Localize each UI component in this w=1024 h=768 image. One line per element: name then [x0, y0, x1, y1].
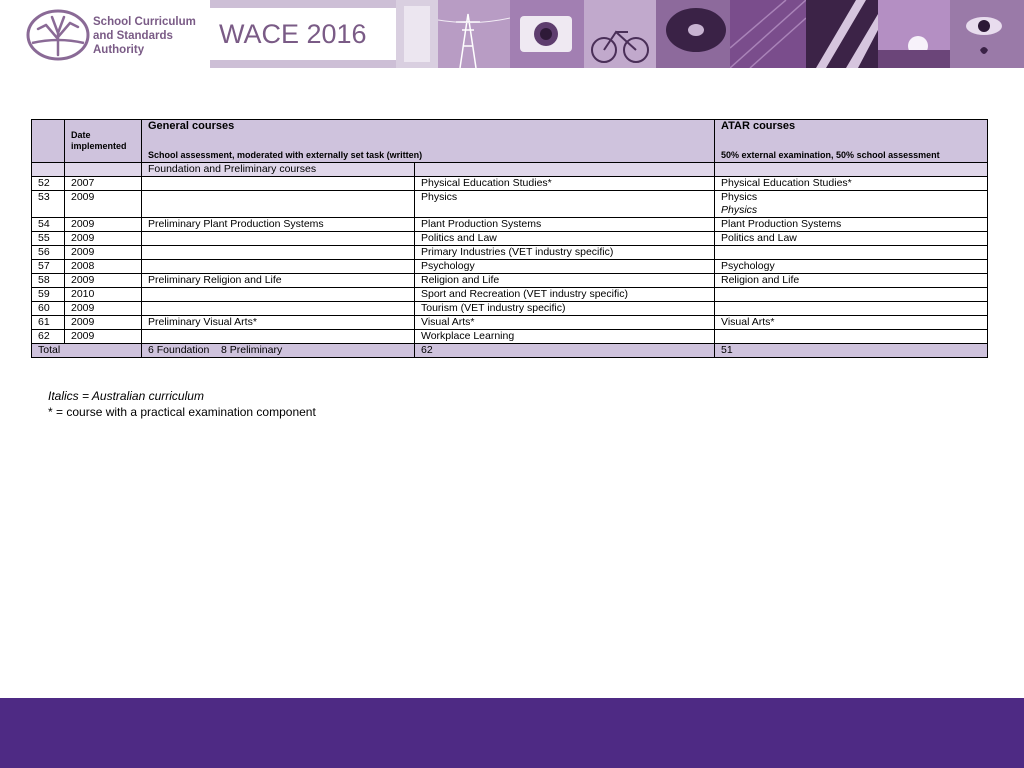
- date-implemented: [65, 274, 142, 288]
- general-course: [415, 274, 715, 288]
- general-course: [415, 302, 715, 316]
- date-implemented-text: 2010: [71, 288, 95, 300]
- date-implemented-label: Date implemented: [71, 130, 127, 151]
- org-name-line-1: School Curriculum: [93, 16, 196, 28]
- course-number: [32, 288, 65, 302]
- date-implemented: [65, 246, 142, 260]
- course-number: [32, 330, 65, 344]
- preliminary-course-text: Preliminary Visual Arts*: [148, 316, 257, 328]
- total-preliminary: 6 Foundation 8 Preliminary: [142, 344, 415, 358]
- atar-course-text: Plant Production Systems: [721, 218, 842, 230]
- course-number: [32, 274, 65, 288]
- italics-note: Italics = Australian curriculum: [48, 389, 204, 403]
- atar-course: [715, 288, 988, 302]
- date-implemented-text: 2009: [71, 302, 95, 314]
- course-number-text: 55: [38, 232, 50, 244]
- abstract-tile-photo: [396, 0, 438, 68]
- atar-course-text: Physics: [721, 191, 758, 203]
- total-label: Total: [32, 344, 142, 358]
- general-course: [415, 246, 715, 260]
- atar-courses-title: ATAR courses: [721, 120, 796, 132]
- leaf-photo: [730, 0, 806, 68]
- date-implemented-text: 2008: [71, 260, 95, 272]
- atar-course-text: Religion and Life: [721, 274, 800, 286]
- preliminary-course-text: Preliminary Plant Production Systems: [148, 218, 324, 230]
- general-courses-header: [142, 120, 715, 163]
- course-number-text: 56: [38, 246, 50, 258]
- table-row: [32, 302, 988, 316]
- atar-course-text: Physical Education Studies*: [721, 177, 852, 189]
- table-row: [32, 260, 988, 274]
- preliminary-course: [142, 246, 415, 260]
- table-row: [32, 288, 988, 302]
- table-row: [32, 316, 988, 330]
- course-number: [32, 218, 65, 232]
- atar-course: [715, 232, 988, 246]
- general-course-text: Visual Arts*: [421, 316, 475, 328]
- general-course: [415, 218, 715, 232]
- subheader-empty-2: [65, 163, 142, 177]
- scsa-logo: [0, 0, 210, 68]
- table-row: [32, 218, 988, 232]
- checkered-pattern-photo: [806, 0, 878, 68]
- australian-curriculum-course: Physics: [721, 204, 758, 216]
- atar-course-text: Visual Arts*: [721, 316, 775, 328]
- general-course: [415, 232, 715, 246]
- preliminary-course: [142, 260, 415, 274]
- total-row: [32, 344, 988, 358]
- date-implemented-text: 2009: [71, 316, 95, 328]
- general-course: [415, 316, 715, 330]
- course-number-text: 59: [38, 288, 50, 300]
- power-pylon-photo: [438, 0, 510, 68]
- org-name-line-3: Authority: [93, 44, 145, 56]
- atar-course: [715, 274, 988, 288]
- atar-course: [715, 330, 988, 344]
- atar-courses-header: [715, 120, 988, 163]
- course-rows: [32, 177, 988, 344]
- camera-photo: [510, 0, 584, 68]
- face-photo: [950, 0, 1024, 68]
- general-course: [415, 191, 715, 218]
- header-date-cell: [65, 120, 142, 163]
- atar-course: [715, 177, 988, 191]
- header-num-cell: [32, 120, 65, 163]
- general-course-text: Psychology: [421, 260, 475, 272]
- bicycle-photo: [584, 0, 656, 68]
- date-implemented-text: 2009: [71, 218, 95, 230]
- course-number: [32, 302, 65, 316]
- preliminary-course: [142, 288, 415, 302]
- general-course-text: Physical Education Studies*: [421, 177, 552, 189]
- foundation-preliminary-label: Foundation and Preliminary courses: [142, 163, 415, 177]
- table-header-row: [32, 120, 988, 163]
- general-courses-title: General courses: [148, 120, 235, 132]
- course-number-text: 58: [38, 274, 50, 286]
- general-course: [415, 288, 715, 302]
- photo-strip: [396, 0, 1024, 68]
- course-number-text: 54: [38, 218, 50, 230]
- subheader-empty-1: [32, 163, 65, 177]
- legend-notes: [48, 388, 316, 420]
- preliminary-course: [142, 191, 415, 218]
- atar-course-text: Psychology: [721, 260, 775, 272]
- course-table-wrapper: [31, 119, 988, 358]
- course-number: [32, 260, 65, 274]
- general-course-text: Physics: [421, 191, 458, 203]
- preliminary-course-text: Preliminary Religion and Life: [148, 274, 282, 286]
- preliminary-course: [142, 274, 415, 288]
- preliminary-course: [142, 330, 415, 344]
- date-implemented: [65, 218, 142, 232]
- general-course-text: Religion and Life: [421, 274, 500, 286]
- total-general: 62: [415, 344, 715, 358]
- date-implemented: [65, 288, 142, 302]
- org-name: [93, 15, 205, 57]
- course-number: [32, 232, 65, 246]
- preliminary-course: [142, 177, 415, 191]
- date-implemented-text: 2009: [71, 191, 95, 203]
- org-name-line-2: and Standards: [93, 30, 173, 42]
- table-row: [32, 177, 988, 191]
- course-number-text: 57: [38, 260, 50, 272]
- course-number: [32, 191, 65, 218]
- atar-course: [715, 302, 988, 316]
- course-number: [32, 316, 65, 330]
- date-implemented-text: 2007: [71, 177, 95, 189]
- date-implemented: [65, 316, 142, 330]
- course-number-text: 61: [38, 316, 50, 328]
- total-atar: 51: [715, 344, 988, 358]
- course-number-text: 52: [38, 177, 50, 189]
- date-implemented-text: 2009: [71, 232, 95, 244]
- date-implemented: [65, 302, 142, 316]
- table-row: [32, 274, 988, 288]
- general-course-text: Plant Production Systems: [421, 218, 542, 230]
- date-implemented: [65, 232, 142, 246]
- practical-note: * = course with a practical examination component: [48, 405, 316, 419]
- date-implemented: [65, 177, 142, 191]
- preliminary-course: [142, 232, 415, 246]
- course-number-text: 53: [38, 191, 50, 203]
- atar-course: [715, 218, 988, 232]
- general-course: [415, 330, 715, 344]
- general-course-text: Primary Industries (VET industry specific): [421, 246, 614, 258]
- general-course: [415, 260, 715, 274]
- footer-band: [0, 698, 1024, 768]
- table-row: [32, 232, 988, 246]
- preliminary-course: [142, 302, 415, 316]
- date-implemented: [65, 260, 142, 274]
- header-banner: [0, 0, 1024, 68]
- atar-course: [715, 191, 988, 218]
- general-course-text: Workplace Learning: [421, 330, 515, 342]
- atar-course: [715, 246, 988, 260]
- general-course-text: Tourism (VET industry specific): [421, 302, 566, 314]
- date-implemented: [65, 330, 142, 344]
- preliminary-course: [142, 218, 415, 232]
- general-courses-subtitle: School assessment, moderated with externally set task (written): [148, 150, 423, 160]
- date-implemented: [65, 191, 142, 218]
- record-player-photo: [656, 0, 730, 68]
- title-box: [210, 8, 396, 60]
- page-title: WACE 2016: [219, 19, 367, 49]
- atar-course-text: Politics and Law: [721, 232, 797, 244]
- subheader-empty-4: [715, 163, 988, 177]
- course-number: [32, 246, 65, 260]
- table-row: [32, 191, 988, 218]
- course-number-text: 62: [38, 330, 50, 342]
- atar-courses-subtitle: 50% external examination, 50% school assessment: [721, 150, 940, 160]
- general-course-text: Sport and Recreation (VET industry specific): [421, 288, 628, 300]
- date-implemented-text: 2009: [71, 274, 95, 286]
- sunset-photo: [878, 0, 950, 68]
- date-implemented-text: 2009: [71, 246, 95, 258]
- atar-course: [715, 260, 988, 274]
- course-number-text: 60: [38, 302, 50, 314]
- subheader-row: [32, 163, 988, 177]
- course-table: [31, 119, 988, 358]
- table-row: [32, 246, 988, 260]
- tree-logo-icon: [26, 9, 90, 61]
- course-number: [32, 177, 65, 191]
- preliminary-course: [142, 316, 415, 330]
- table-row: [32, 330, 988, 344]
- date-implemented-text: 2009: [71, 330, 95, 342]
- subheader-empty-3: [415, 163, 715, 177]
- atar-course: [715, 316, 988, 330]
- general-course-text: Politics and Law: [421, 232, 497, 244]
- general-course: [415, 177, 715, 191]
